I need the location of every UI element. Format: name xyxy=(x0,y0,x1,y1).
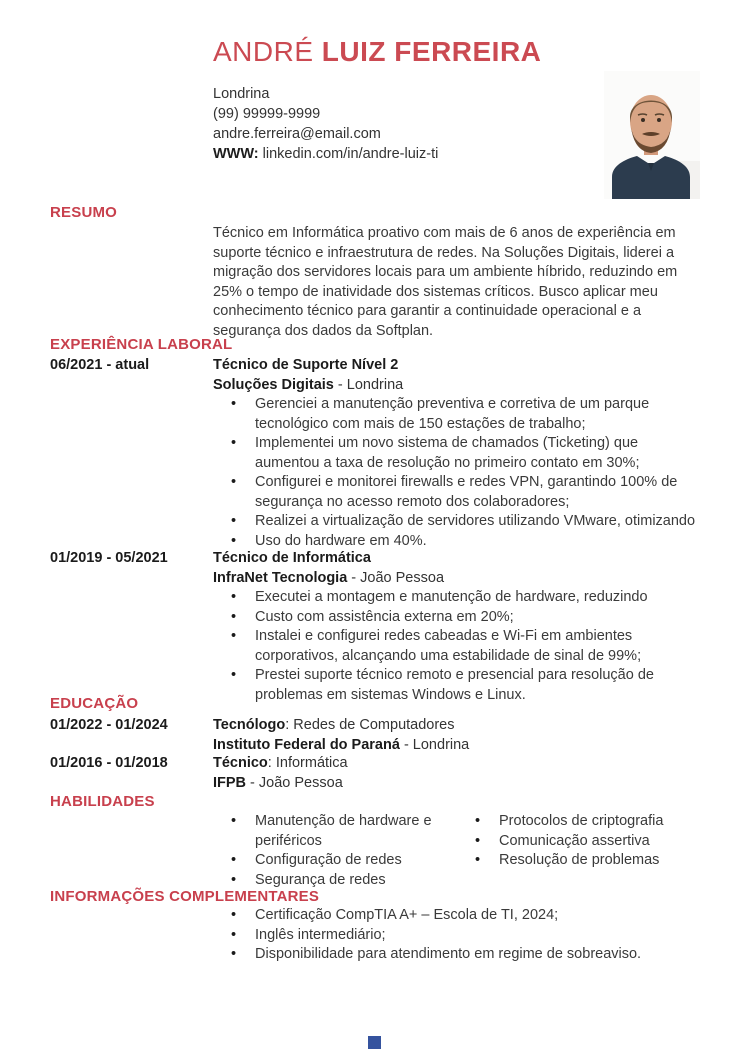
bullet-icon: • xyxy=(231,435,237,451)
info-text: Certificação CompTIA A+ – Escola de TI, 2024; xyxy=(255,907,559,923)
job-company-line xyxy=(213,569,705,589)
bullet-icon: • xyxy=(231,946,237,962)
list-item xyxy=(213,473,705,512)
bullet-text: Implementei um novo sistema de chamados (Ticketing) que aumentou a taxa de resolução no primeiro contato em 30%; xyxy=(255,435,640,471)
section-heading-informacoes: INFORMAÇÕES COMPLEMENTARES xyxy=(50,888,320,905)
job-role: Técnico de Informática xyxy=(213,550,371,566)
skill-text: Resolução de problemas xyxy=(499,852,660,868)
www-label: WWW: xyxy=(213,146,259,162)
bullet-icon: • xyxy=(231,532,237,549)
section-heading-educacao: EDUCAÇÃO xyxy=(50,695,139,712)
bullet-icon: • xyxy=(231,871,237,888)
list-item xyxy=(457,851,705,871)
education-school-line xyxy=(213,774,705,794)
contact-city: Londrina xyxy=(213,86,270,102)
skill-text: Comunicação assertiva xyxy=(499,832,650,849)
skill-text: Protocolos de criptografia xyxy=(499,813,664,829)
bullet-text: Configurei e monitorei firewalls e redes VPN, garantindo 100% de segurança no acesso remoto dos colaboradores; xyxy=(255,474,678,510)
job-entry xyxy=(50,356,705,551)
list-item xyxy=(457,832,705,852)
job-bullet-list xyxy=(213,588,705,705)
job-company: InfraNet Tecnologia xyxy=(213,569,348,586)
skill-text: Configuração de redes xyxy=(255,852,402,868)
education-degree-line xyxy=(213,754,705,774)
education-degree-line xyxy=(213,716,705,736)
education-school: IFPB xyxy=(213,774,247,791)
bullet-icon: • xyxy=(231,628,237,644)
brand-mark-square xyxy=(368,1036,381,1049)
section-heading-habilidades: HABILIDADES xyxy=(50,793,155,810)
list-item xyxy=(213,434,705,473)
list-item xyxy=(213,512,705,532)
education-dates: 01/2022 - 01/2024 xyxy=(50,717,168,733)
job-dates: 06/2021 - atual xyxy=(50,357,150,373)
bullet-text: Realizei a virtualização de servidores utilizando VMware, otimizando xyxy=(255,513,696,529)
education-entry xyxy=(50,754,705,793)
contact-website-line xyxy=(213,144,438,164)
section-heading-resumo: RESUMO xyxy=(50,204,118,221)
bullet-text: Custo com assistência externa em 20%; xyxy=(255,608,514,625)
list-item xyxy=(213,926,713,946)
education-school-detail: - Londrina xyxy=(399,736,470,753)
job-dates: 01/2019 - 05/2021 xyxy=(50,550,168,566)
job-company-line xyxy=(213,376,705,396)
website-link[interactable]: linkedin.com/in/andre-luiz-ti xyxy=(262,146,439,162)
job-bullet-list xyxy=(213,395,705,551)
bullet-icon: • xyxy=(475,832,481,849)
list-item xyxy=(213,666,705,705)
bullet-text: Executei a montagem e manutenção de hardware, reduzindo xyxy=(255,589,648,605)
skill-text: Manutenção de hardware e periféricos xyxy=(255,813,432,849)
list-item xyxy=(213,906,713,926)
skill-text: Segurança de redes xyxy=(255,871,386,888)
bullet-icon: • xyxy=(231,667,237,683)
portrait-illustration xyxy=(604,71,700,199)
profile-photo xyxy=(604,71,700,199)
bullet-icon: • xyxy=(231,852,237,868)
bullet-text: Uso do hardware em 40%. xyxy=(255,532,427,549)
list-item xyxy=(213,395,705,434)
last-name: LUIZ FERREIRA xyxy=(321,36,542,67)
info-text: Inglês intermediário; xyxy=(255,926,386,943)
skills-column-2 xyxy=(457,812,705,890)
education-school-detail: - João Pessoa xyxy=(246,774,343,791)
education-degree-detail: : Redes de Computadores xyxy=(285,717,455,733)
job-location: - João Pessoa xyxy=(347,569,445,586)
education-degree-detail: : Informática xyxy=(267,755,348,771)
bullet-icon: • xyxy=(231,926,237,943)
bullet-text: Prestei suporte técnico remoto e presencial para resolução de problemas em sistemas Windows e Linux. xyxy=(255,667,654,703)
education-degree: Técnico xyxy=(213,755,268,771)
first-name: ANDRÉ xyxy=(213,36,314,67)
bullet-icon: • xyxy=(475,852,481,868)
bullet-icon: • xyxy=(231,907,237,923)
bullet-icon: • xyxy=(231,513,237,529)
skills-columns xyxy=(213,812,705,890)
bullet-text: Instalei e configurei redes cabeadas e Wi-Fi em ambientes corporativos, alcançando uma estabilidade de sinal de 99%; xyxy=(255,628,642,664)
list-item xyxy=(213,812,457,851)
job-company: Soluções Digitais xyxy=(213,376,334,393)
contact-phone: (99) 99999-9999 xyxy=(213,106,321,122)
bullet-icon: • xyxy=(231,813,237,829)
education-entry xyxy=(50,716,705,755)
page-title xyxy=(213,34,541,70)
list-item xyxy=(457,812,705,832)
list-item xyxy=(213,627,705,666)
bullet-icon: • xyxy=(231,474,237,490)
education-degree: Tecnólogo xyxy=(213,717,286,733)
bullet-icon: • xyxy=(231,589,237,605)
additional-info-list xyxy=(213,906,713,965)
bullet-icon: • xyxy=(231,396,237,412)
education-school-line xyxy=(213,736,705,756)
contact-block xyxy=(213,84,438,164)
list-item xyxy=(213,588,705,608)
education-school: Instituto Federal do Paraná xyxy=(213,736,400,753)
list-item xyxy=(213,945,713,965)
contact-email[interactable]: andre.ferreira@email.com xyxy=(213,126,381,142)
bullet-icon: • xyxy=(475,813,481,829)
education-dates: 01/2016 - 01/2018 xyxy=(50,755,168,771)
info-text: Disponibilidade para atendimento em regime de sobreaviso. xyxy=(255,946,642,962)
job-role: Técnico de Suporte Nível 2 xyxy=(213,357,399,373)
bullet-icon: • xyxy=(231,608,237,625)
list-item xyxy=(213,608,705,628)
section-heading-experiencia: EXPERIÊNCIA LABORAL xyxy=(50,336,233,353)
job-location: - Londrina xyxy=(333,376,404,393)
list-item xyxy=(213,851,457,871)
bullet-text: Gerenciei a manutenção preventiva e corretiva de um parque tecnológico com mais de 150 estações de trabalho; xyxy=(255,396,650,432)
skills-column-1 xyxy=(213,812,457,890)
resumo-paragraph: Técnico em Informática proativo com mais de 6 anos de experiência em suporte técnico e infraestrutura de redes. Na Soluções Digitais, liderei a migração dos servidores locais para um ambiente híbrido, reduzindo em 25% o tempo de inatividade dos sistemas críticos. Busco aplicar meu conhecimento técnico para garantir a continuidade operacional e a segurança dos dados da Softplan. xyxy=(213,225,678,339)
job-entry xyxy=(50,549,705,705)
